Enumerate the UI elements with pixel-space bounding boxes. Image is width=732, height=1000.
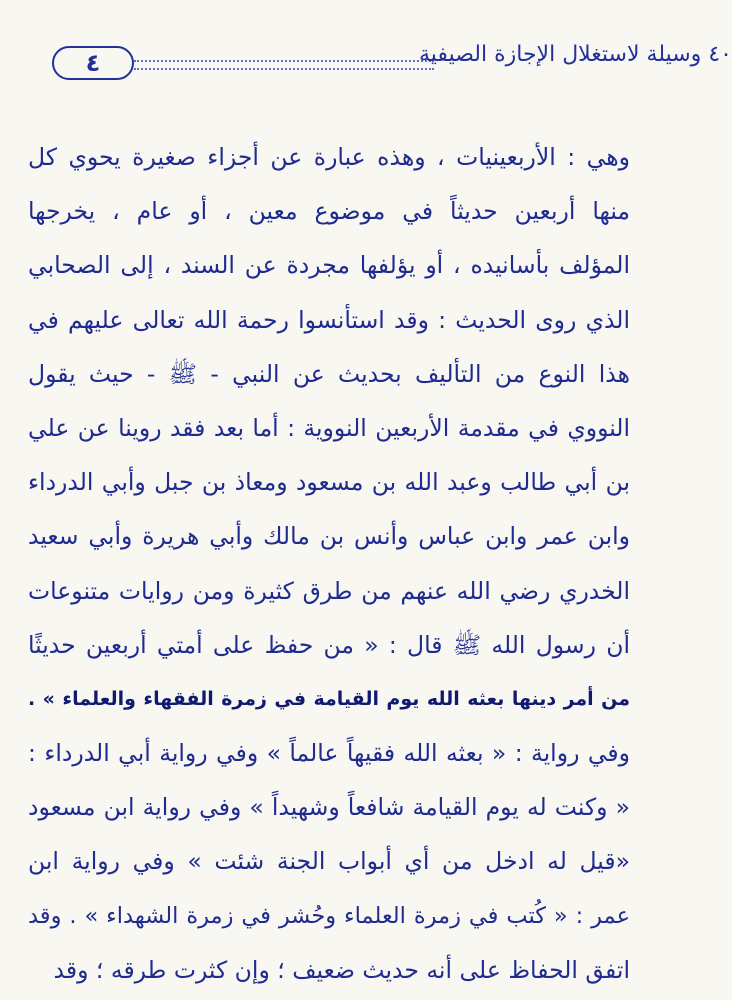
text-line: وفي رواية : « بعثه الله فقيهاً عالماً » وفي رواية أبي الدرداء : (28, 739, 630, 768)
text-line: « وكنت له يوم القيامة شافعاً وشهيداً » وفي رواية ابن مسعود (28, 793, 630, 822)
body-text (28, 130, 630, 997)
text-line: منها أربعين حديثاً في موضوع معين ، أو عام ، يخرجها (28, 197, 630, 226)
page-header (30, 38, 732, 88)
text-line: «قيل له ادخل من أي أبواب الجنة شئت » وفي رواية ابن (28, 847, 630, 876)
text-line: اتفق الحفاظ على أنه حديث ضعيف ؛ وإن كثرت طرقه ؛ وقد (53, 955, 630, 984)
text-line: وهي : الأربعينيات ، وهذه عبارة عن أجزاء صغيرة يحوي كل (28, 143, 630, 171)
running-title: ٤٠ وسيلة لاستغلال الإجازة الصيفية (419, 42, 732, 67)
text-line: هذا النوع من التأليف بحديث عن النبي - ﷺ - حيث يقول (28, 359, 630, 388)
text-line: المؤلف بأسانيده ، أو يؤلفها مجردة عن السند ، إلى الصحابي (28, 251, 630, 280)
text-line: الذي روى الحديث : وقد استأنسوا رحمة الله تعالى عليهم في (28, 305, 630, 334)
hadith-text-line: من أمر دينها بعثه الله يوم القيامة في زمرة الفقهاء والعلماء » . (28, 687, 630, 710)
text-line: بن أبي طالب وعبد الله بن مسعود ومعاذ بن جبل وأبي الدرداء (28, 468, 630, 497)
text-line: النووي في مقدمة الأربعين النووية : أما بعد فقد روينا عن علي (28, 413, 630, 442)
header-rule (134, 60, 434, 70)
text-line: وابن عمر وابن عباس وأنس بن مالك وأبي هريرة وأبي سعيد (28, 522, 630, 551)
page-number-badge: ٤ (52, 46, 134, 80)
text-line: الخدري رضي الله عنهم من طرق كثيرة ومن روايات متنوعات (28, 576, 630, 605)
text-line: أن رسول الله ﷺ قال : « من حفظ على أمتي أربعين حديثًا (28, 630, 630, 659)
text-line: عمر : « كُتب في زمرة العلماء وحُشر في زمرة الشهداء » . وقد (28, 902, 630, 929)
